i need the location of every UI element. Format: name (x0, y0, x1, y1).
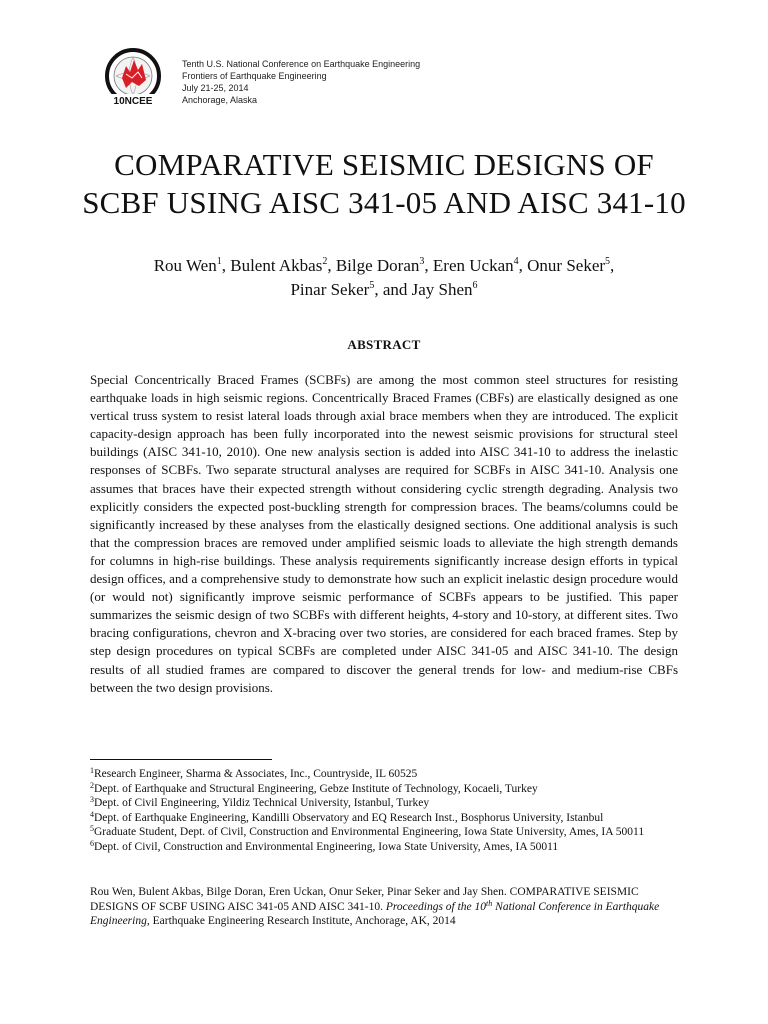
citation (90, 885, 678, 929)
footnote (90, 796, 678, 811)
author-name: Bilge Doran (335, 256, 420, 275)
author-separator: , (424, 256, 433, 275)
citation-conference: National Conference in Earthquake Engineering (90, 900, 660, 927)
footnote-mark: 3 (90, 795, 94, 804)
author-name: Rou Wen (153, 256, 217, 275)
paper-title-line: SCBF USING AISC 341-05 AND AISC 341-10 (82, 185, 686, 220)
author-separator: , (518, 256, 528, 275)
citation-authors-title: Rou Wen, Bulent Akbas, Bilge Doran, Eren Uckan, Onur Seker, Pinar Seker and Jay Shen. COMPARATIVE SEISMIC DESIGNS OF SCBF USING AISC 341-05 AND AISC 341-10. (90, 886, 639, 913)
author-affiliation-mark: 1 (216, 256, 222, 267)
footnote-text: Research Engineer, Sharma & Associates, Inc., Countryside, IL 60525 (94, 768, 418, 780)
footnote (90, 767, 678, 782)
author-affiliation-mark: 6 (472, 280, 478, 291)
author-name: Pinar Seker (290, 280, 370, 299)
paper-title-line: COMPARATIVE SEISMIC DESIGNS OF (114, 147, 654, 182)
author-separator: , (327, 256, 336, 275)
footnote (90, 840, 678, 855)
author-line-2 (60, 278, 708, 302)
author-affiliation-mark: 3 (419, 256, 425, 267)
footnote (90, 782, 678, 797)
author-affiliation-mark: 5 (605, 256, 611, 267)
conference-logo (92, 48, 174, 108)
citation-proceedings: Proceedings of the 10 (385, 900, 487, 913)
logo-text: 10NCEE (113, 96, 153, 107)
author-separator: , and (374, 280, 412, 299)
author-name: Bulent Akbas (230, 256, 323, 275)
author-affiliation-mark: 4 (513, 256, 519, 267)
author-affiliation-mark: 2 (322, 256, 328, 267)
paper-title (60, 146, 708, 222)
author-separator: , (221, 256, 231, 275)
conference-name: Tenth U.S. National Conference on Earthquake Engineering (182, 59, 421, 69)
footnote-text: Dept. of Earthquake and Structural Engineering, Gebze Institute of Technology, Kocaeli, Turkey (94, 782, 538, 795)
seismic-globe-icon (92, 48, 174, 108)
footnote-text: Graduate Student, Dept. of Civil, Construction and Environmental Engineering, Iowa State University, Ames, IA 50011 (94, 826, 645, 838)
footnote-mark: 5 (90, 824, 94, 833)
abstract-heading: ABSTRACT (347, 337, 421, 352)
author-name: Jay Shen (411, 280, 473, 299)
conference-info (182, 58, 420, 106)
footnote-text: Dept. of Civil, Construction and Environmental Engineering, Iowa State University, Ames, IA 50011 (94, 840, 559, 853)
conference-dates: July 21-25, 2014 (182, 83, 249, 93)
footnote-mark: 2 (90, 780, 94, 790)
author-separator: , (610, 256, 615, 275)
footnote (90, 825, 678, 840)
footnote-mark: 1 (90, 766, 94, 775)
footnote-text: Dept. of Civil Engineering, Yildiz Technical University, Istanbul, Turkey (94, 797, 430, 809)
footnote-text: Dept. of Earthquake Engineering, Kandilli Observatory and EQ Research Inst., Bosphorus University, Istanbul (94, 811, 604, 824)
footnote-mark: 6 (90, 838, 94, 848)
footnote-mark: 4 (90, 809, 94, 819)
author-list (60, 254, 708, 302)
author-line-1 (60, 254, 708, 278)
conference-location: Anchorage, Alaska (182, 95, 258, 105)
citation-ordinal: th (486, 898, 493, 908)
author-name: Onur Seker (527, 256, 606, 275)
author-name: Eren Uckan (432, 256, 514, 275)
footnote-divider (90, 759, 272, 760)
citation-publisher: , Earthquake Engineering Research Institute, Anchorage, AK, 2014 (146, 915, 456, 927)
abstract-body: Special Concentrically Braced Frames (SCBFs) are among the most common steel structures for resisting earthquake loads in high seismic regions. Concentrically Braced Frames (CBFs) are elastically designed as one vertical truss system to resist lateral loads through axial brace members when they are introduced. The explicit capacity-design approach has been fully incorporated into the newest seismic provisions for structural steel buildings (AISC 341-10, 2010). One new analysis section is added into AISC 341-10 to address the inelastic responses of SCBFs. Two separate structural analyses are required for SCBFs in AISC 341-10. Analysis one assumes that braces have their expected strength without considering cyclic strength degrading. Analysis two explicitly considers the expected post-buckling strength for compression braces. The beams/columns could be significantly increased by these analyses from the elastically designed sections. One additional analysis is such that the compression braces are removed under amplified seismic loads to alleviate the high strength demands for columns in high-rise buildings. These analysis requirements significantly increase design efforts in typical design offices, and a comprehensive study to demonstrate how such an explicit inelastic design procedure would (or would not) significantly improve seismic performance of SCBFs appears to be justified. This paper summarizes the seismic design of two SCBFs with different heights, 4-story and 10-story, at different sites. Two bracing configurations, chevron and X-bracing over two stories, are considered for each braced frames. Step by step design procedures on typical SCBFs are completed under AISC 341-05 and AISC 341-10. The design results of all studied frames are compared to discover the general trends for low- and medium-rise CBFs between the two design provisions. (90, 372, 678, 695)
author-affiliation-mark: 5 (369, 280, 375, 291)
footnotes (90, 767, 678, 854)
conference-theme: Frontiers of Earthquake Engineering (182, 71, 327, 81)
footnote (90, 811, 678, 826)
